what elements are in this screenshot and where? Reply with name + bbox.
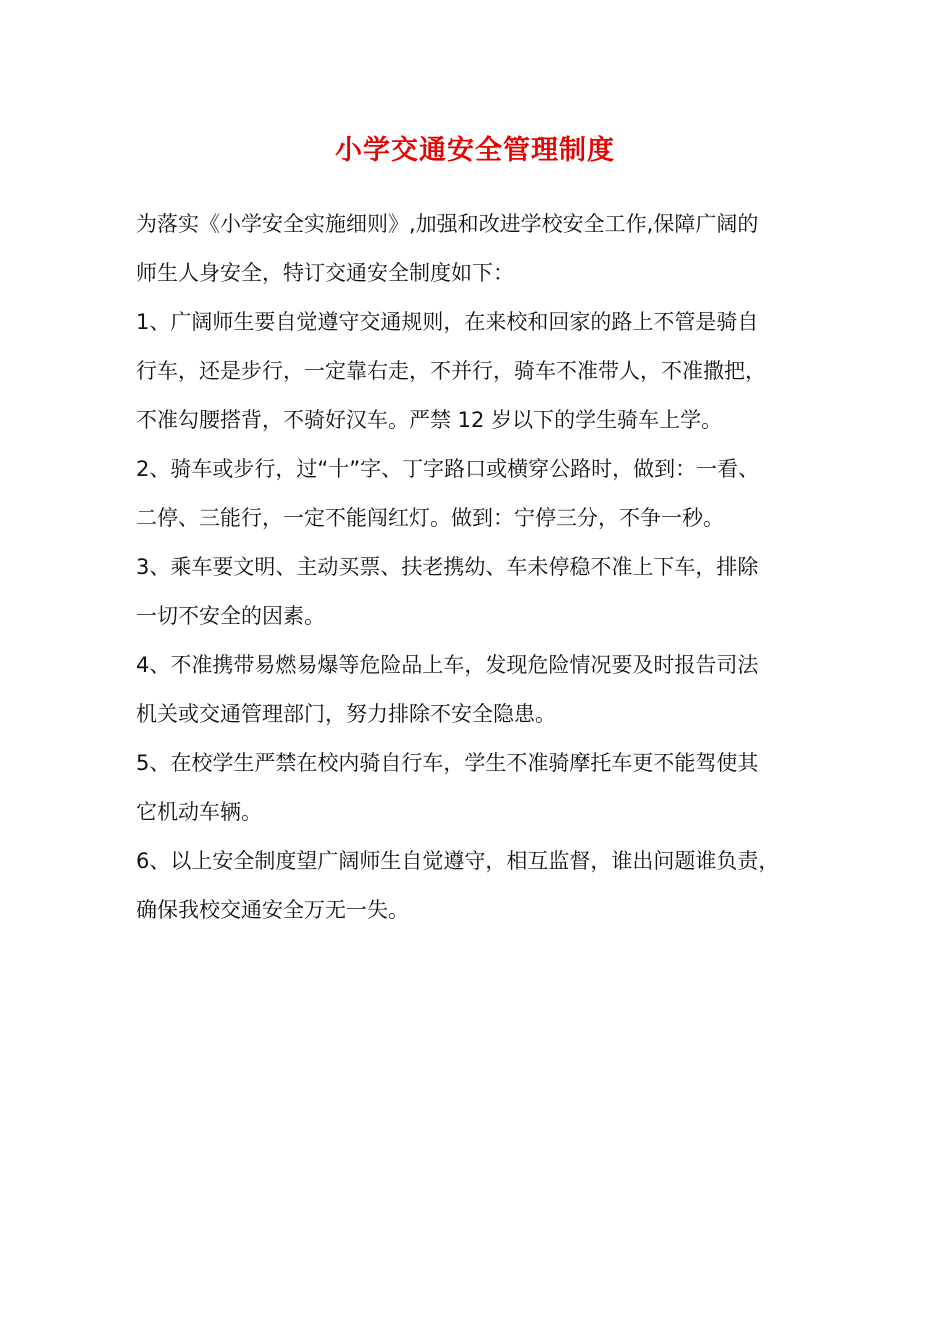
- text-line: 4、不准携带易燃易爆等危险品上车，发现危险情况要及时报告司法: [136, 653, 759, 677]
- text-line: 为落实《小学安全实施细则》,加强和改进学校安全工作,保障广阔的: [136, 212, 759, 236]
- text-line: 机关或交通管理部门，努力排除不安全隐患。: [136, 702, 556, 726]
- text-line: 它机动车辆。: [136, 800, 262, 824]
- text-line: 一切不安全的因素。: [136, 604, 325, 628]
- text-line: 1、广阔师生要自觉遵守交通规则，在来校和回家的路上不管是骑自: [136, 310, 759, 334]
- document-title: 小学交通安全管理制度: [335, 135, 615, 166]
- document-body: [136, 200, 826, 935]
- text-line: 2、骑车或步行，过“十”字、丁字路口或横穿公路时，做到：一看、: [136, 457, 760, 481]
- text-line: 6、以上安全制度望广阔师生自觉遵守，相互监督，谁出问题谁负责，: [136, 849, 780, 873]
- text-line: 二停、三能行，一定不能闯红灯。做到：宁停三分，不争一秒。: [136, 506, 724, 530]
- text-line: 不准勾腰搭背，不骑好汉车。严禁 12 岁以下的学生骑车上学。: [136, 408, 723, 432]
- text-line: 师生人身安全，特订交通安全制度如下：: [136, 261, 514, 285]
- text-line: 确保我校交通安全万无一失。: [136, 898, 409, 922]
- text-line: 行车，还是步行，一定靠右走，不并行，骑车不准带人，不准撒把，: [136, 359, 766, 383]
- text-line: 5、在校学生严禁在校内骑自行车，学生不准骑摩托车更不能驾使其: [136, 751, 759, 775]
- text-line: 3、乘车要文明、主动买票、扶老携幼、车未停稳不准上下车，排除: [136, 555, 759, 579]
